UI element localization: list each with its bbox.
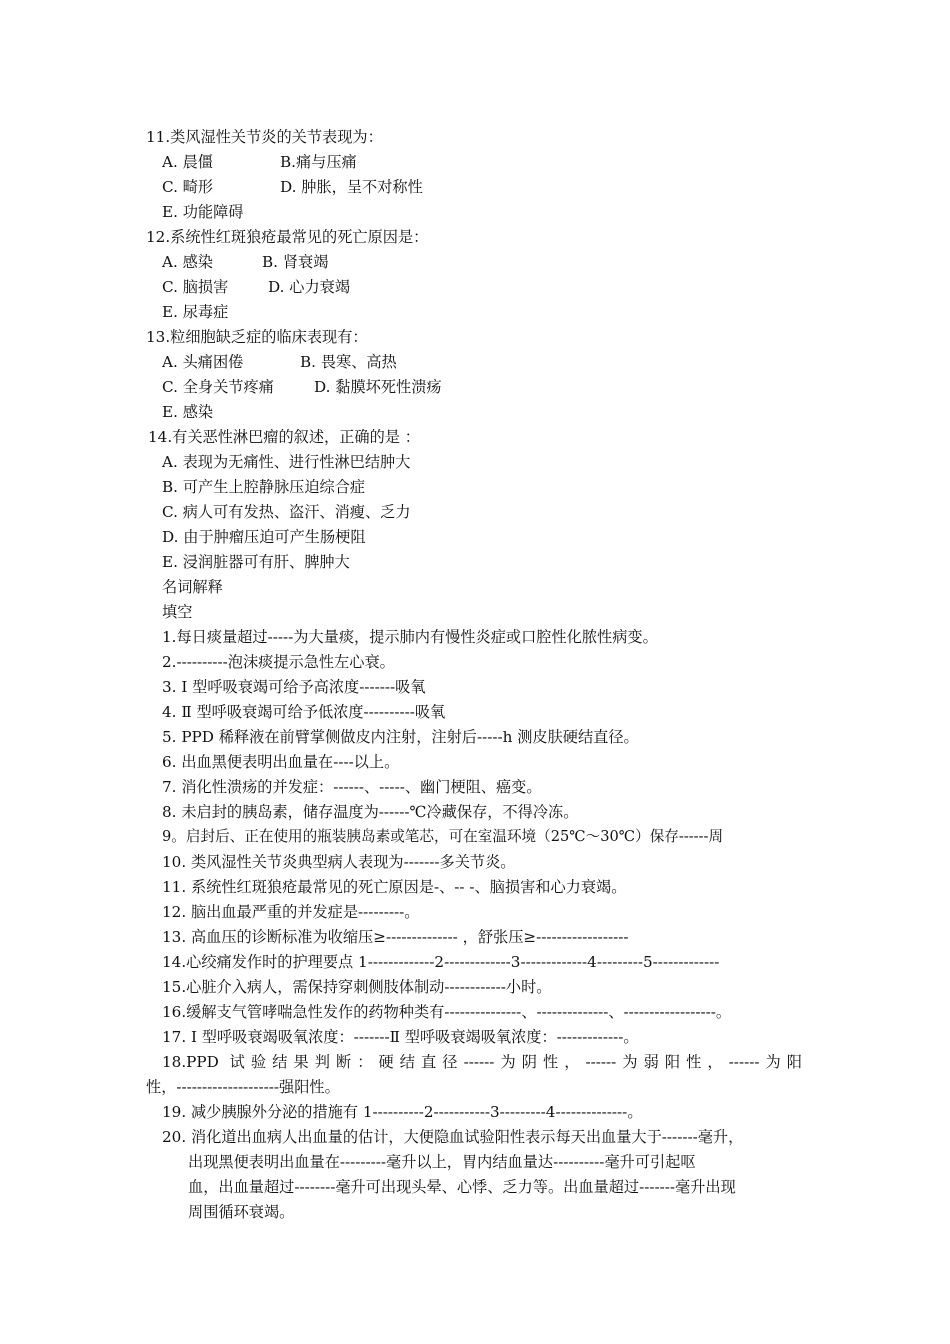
option-d: D. 由于肿瘤压迫可产生肠梗阻 xyxy=(162,528,366,546)
fill-item-20-line1: 20. 消化道出血病人出血量的估计，大便隐血试验阳性表示每天出血量大于-------毫升， xyxy=(162,1128,744,1146)
option-c: C. 病人可有发热、盗汗、消瘦、乏力 xyxy=(162,503,411,521)
fill-item-18-line1: 18.PPD 试验结果判断：硬结直径------为阴性，------为弱阳性，------为阳 xyxy=(162,1053,802,1071)
section-heading-terms: 名词解释 xyxy=(162,578,223,596)
option-e: E. 尿毒症 xyxy=(162,303,229,321)
option-c: C. 全身关节疼痛 xyxy=(162,378,274,396)
option-a: A. 感染 xyxy=(162,253,213,271)
option-d: D. 黏膜坏死性溃疡 xyxy=(314,378,442,396)
option-b: B. 肾衰竭 xyxy=(262,253,329,271)
question-11-stem: 11.类风湿性关节炎的关节表现为： xyxy=(146,128,383,146)
option-d: D. 心力衰竭 xyxy=(268,278,351,296)
fill-item: 11. 系统性红斑狼疮最常见的死亡原因是-、-- -、脑损害和心力衰竭。 xyxy=(162,878,627,896)
fill-item: 15.心脏介入病人，需保持穿刺侧肢体制动------------小时。 xyxy=(162,978,552,996)
fill-item: 14.心绞痛发作时的护理要点 1-------------2-------------3-------------4---------5------------- xyxy=(162,953,720,971)
fill-item: 12. 脑出血最严重的并发症是---------。 xyxy=(162,903,420,921)
fill-item: 2.----------泡沫痰提示急性左心衰。 xyxy=(162,653,395,671)
section-heading-fill: 填空 xyxy=(162,603,193,621)
fill-item: 16.缓解支气管哮喘急性发作的药物种类有---------------、--------------、------------------。 xyxy=(162,1003,732,1021)
option-c: C. 畸形 xyxy=(162,178,214,196)
fill-item: 4. Ⅱ 型呼吸衰竭可给予低浓度----------吸氧 xyxy=(162,703,446,721)
option-a: A. 头痛困倦 xyxy=(162,353,244,371)
question-12-stem: 12.系统性红斑狼疮最常见的死亡原因是： xyxy=(146,228,429,246)
fill-item: 3. Ⅰ 型呼吸衰竭可给予高浓度-------吸氧 xyxy=(162,678,426,696)
option-a: A. 晨僵 xyxy=(162,153,213,171)
fill-item: 10. 类风湿性关节炎典型病人表现为-------多关节炎。 xyxy=(162,853,516,871)
option-e: E. 功能障碍 xyxy=(162,203,244,221)
fill-item-18-line2: 性，--------------------强阳性。 xyxy=(146,1078,340,1096)
fill-item-20-line4: 周围循环衰竭。 xyxy=(188,1203,295,1221)
fill-item: 7. 消化性溃疡的并发症：------、-----、幽门梗阻、癌变。 xyxy=(162,778,542,796)
fill-item: 8. 未启封的胰岛素，储存温度为------℃冷藏保存，不得冷冻。 xyxy=(162,803,579,821)
option-e: E. 浸润脏器可有肝、脾肿大 xyxy=(162,553,350,571)
option-b: B. 可产生上腔静脉压迫综合症 xyxy=(162,478,366,496)
question-14-stem: 14.有关恶性淋巴瘤的叙述，正确的是 ： xyxy=(148,428,420,446)
option-c: C. 脑损害 xyxy=(162,278,229,296)
option-b: B.痛与压痛 xyxy=(280,153,357,171)
option-d: D. 肿胀，呈不对称性 xyxy=(280,178,423,196)
option-a: A. 表现为无痛性、进行性淋巴结肿大 xyxy=(162,453,411,471)
fill-item: 19. 减少胰腺外分泌的措施有 1----------2-----------3---------4--------------。 xyxy=(162,1103,643,1121)
fill-item-20-line3: 血，出血量超过--------毫升可出现头晕、心悸、乏力等。出血量超过-------毫升出现 xyxy=(188,1178,736,1196)
question-13-stem: 13.粒细胞缺乏症的临床表现有： xyxy=(146,328,368,346)
fill-item: 13. 高血压的诊断标准为收缩压≥-------------- ，舒张压≥------------------ xyxy=(162,928,629,946)
fill-item-20-line2: 出现黑便表明出血量在---------毫升以上，胃内结血量达----------毫升可引起呕 xyxy=(188,1153,696,1171)
fill-item: 6. 出血黑便表明出血量在----以上。 xyxy=(162,753,400,771)
fill-item: 9。启封后、正在使用的瓶装胰岛素或笔芯，可在室温环境（25℃～30℃）保存------周 xyxy=(162,828,724,845)
option-e: E. 感染 xyxy=(162,403,214,421)
option-b: B. 畏寒、高热 xyxy=(300,353,397,371)
fill-item: 1.每日痰量超过-----为大量痰，提示肺内有慢性炎症或口腔性化脓性病变。 xyxy=(162,628,658,646)
fill-item: 17. Ⅰ 型呼吸衰竭吸氧浓度：-------Ⅱ 型呼吸衰竭吸氧浓度：-------------。 xyxy=(162,1028,639,1046)
fill-item: 5. PPD 稀释液在前臂掌侧做皮内注射，注射后-----h 测皮肤硬结直径。 xyxy=(162,728,639,746)
